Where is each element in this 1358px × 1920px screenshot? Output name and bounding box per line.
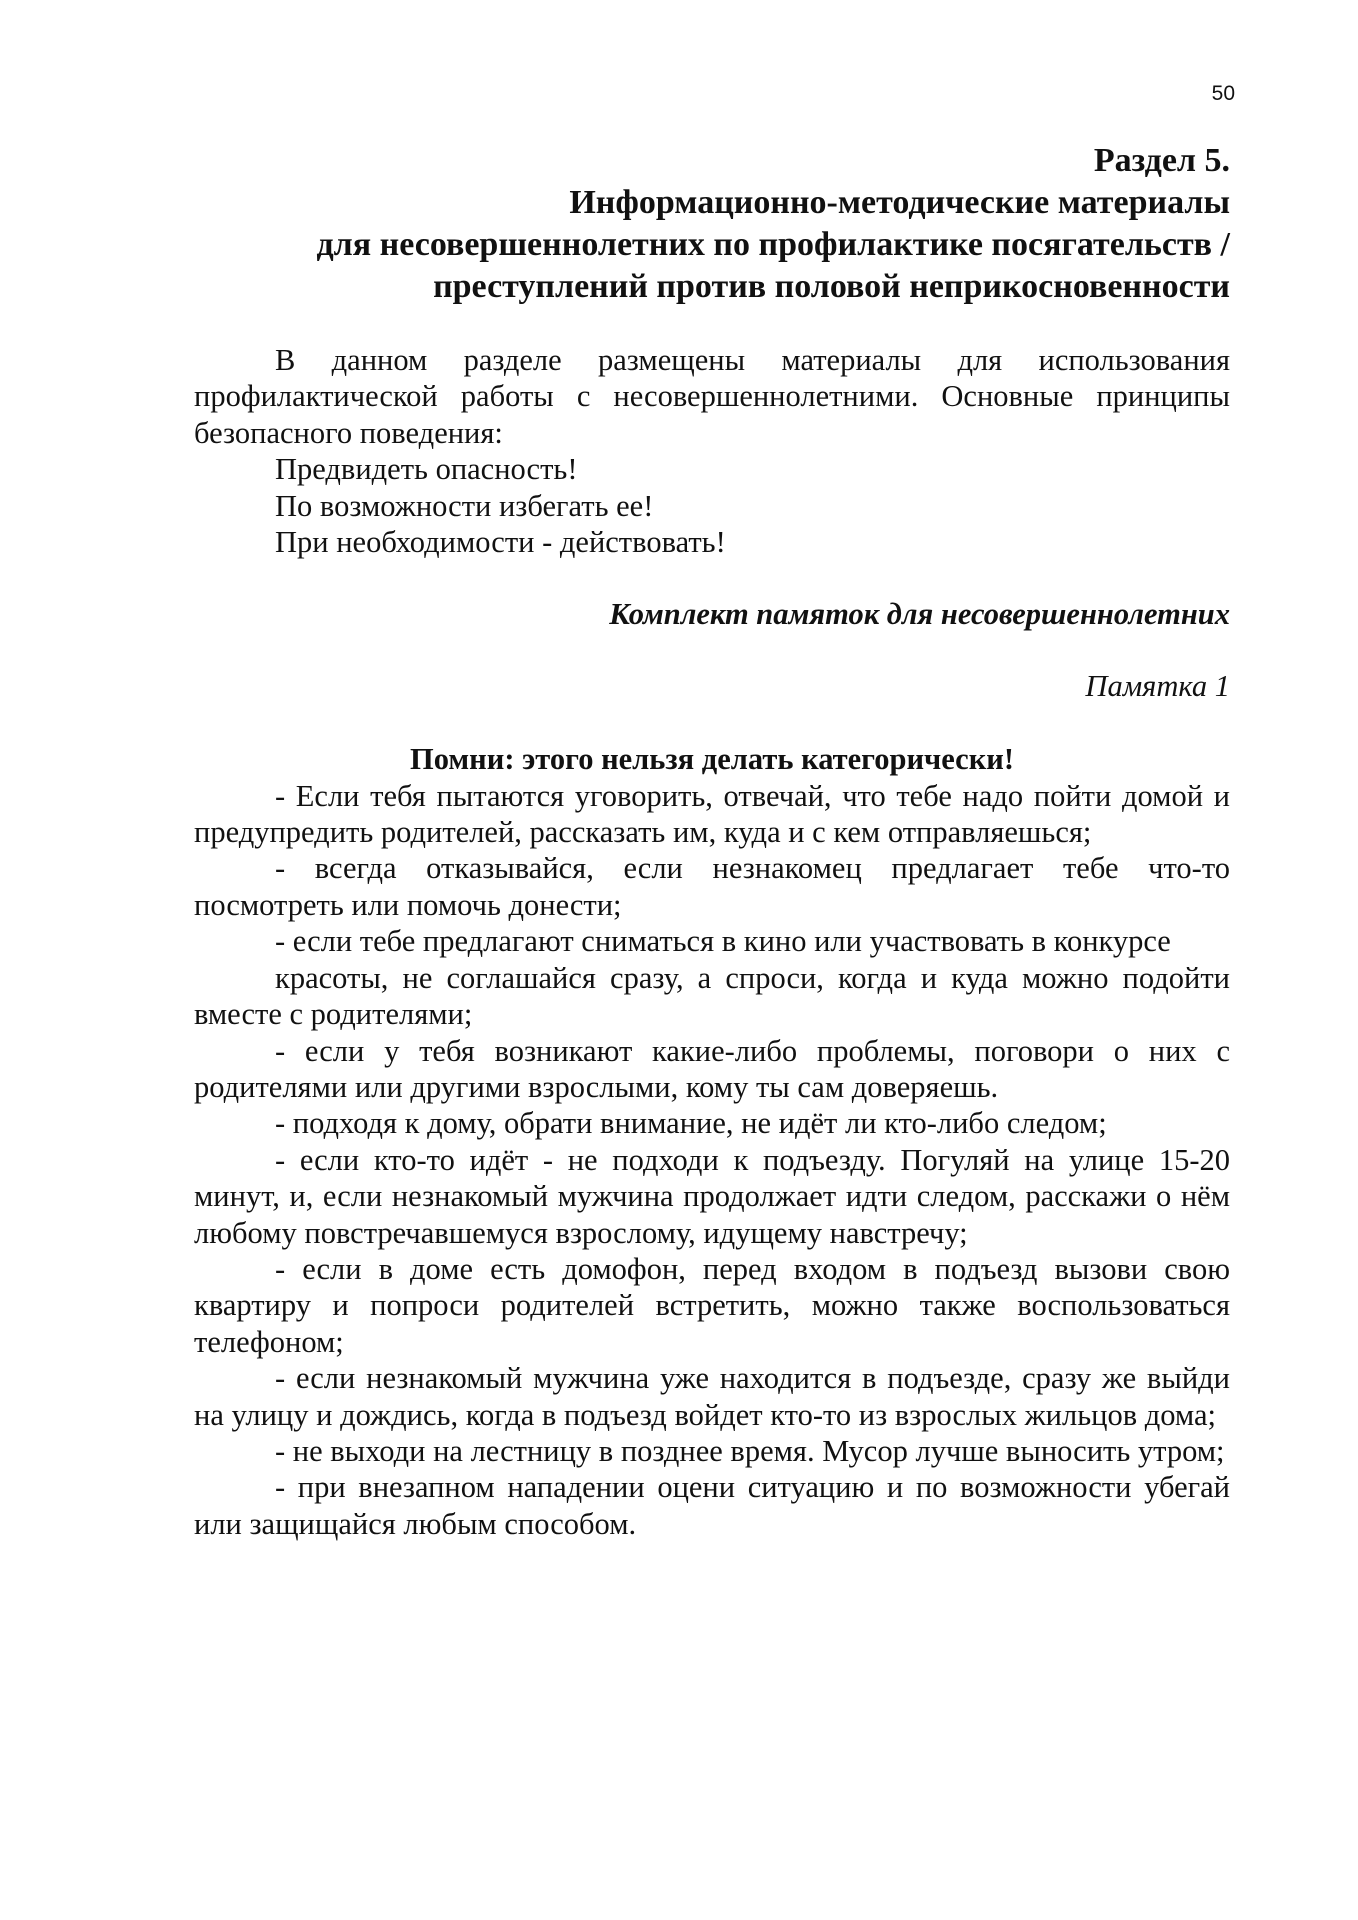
rule-item: красоты, не соглашайся сразу, а спроси, когда и куда можно подойти вместе с родителями; [194,960,1230,1032]
rules-list [194,778,1230,1543]
section-title-line-2: для несовершеннолетних по профилактике посягательств / [316,226,1230,263]
rule-item: - если тебе предлагают сниматься в кино или участвовать в конкурсе [275,924,1171,959]
memo-label: Памятка 1 [1085,668,1230,703]
rule-item: - при внезапном нападении оцени ситуацию и по возможности убегай или защищайся любым способом. [194,1470,1230,1541]
kit-title: Комплект памяток для несовершеннолетних [609,597,1230,632]
rule-item: - всегда отказывайся, если незнакомец предлагает тебе что-то посмотреть или помочь донести; [194,851,1230,922]
section-title-line-3: преступлений против половой неприкосновенности [433,268,1230,305]
intro-block [194,342,1230,560]
principle-2: По возможности избегать ее! [275,488,654,523]
rule-item: - если кто-то идёт - не подходи к подъезду. Погуляй на улице 15-20 минут, и, если незнакомый мужчина продолжает идти следом, расскажи о нём любому повстречавшемуся взрослому, идущему навстречу; [194,1142,1230,1250]
section-number: Раздел 5. [1093,142,1230,179]
rule-item: - не выходи на лестницу в позднее время. Мусор лучше выносить утром; [275,1433,1225,1468]
principle-3: При необходимости - действовать! [275,525,726,560]
principle-1: Предвидеть опасность! [275,452,578,487]
rules-title: Помни: этого нельзя делать категорически! [410,742,1014,777]
rule-item: - если незнакомый мужчина уже находится в подъезде, сразу же выйди на улицу и дождись, когда в подъезд войдет кто-то из взрослых жильцов дома; [194,1361,1230,1432]
rule-item: - если у тебя возникают какие-либо проблемы, поговори о них с родителями или другими взрослыми, кому ты сам доверяешь. [194,1033,1230,1104]
rule-item: - Если тебя пытаются уговорить, отвечай, что тебе надо пойти домой и предупредить родителей, рассказать им, куда и с кем отправляешься; [194,778,1230,850]
section-heading [194,140,1230,308]
section-title-line-1: Информационно-методические материалы [569,184,1230,221]
rule-item: - если в доме есть домофон, перед входом в подъезд вызови свою квартиру и попроси родителей встретить, можно также воспользоваться телефоном; [194,1251,1230,1359]
page-number: 50 [1211,82,1235,105]
intro-paragraph: В данном разделе размещены материалы для использования профилактической работы с несовершеннолетними. Основные принципы безопасного поведения: [194,343,1230,450]
page-content [194,140,1230,1542]
rule-item: - подходя к дому, обрати внимание, не идёт ли кто-либо следом; [275,1106,1107,1141]
